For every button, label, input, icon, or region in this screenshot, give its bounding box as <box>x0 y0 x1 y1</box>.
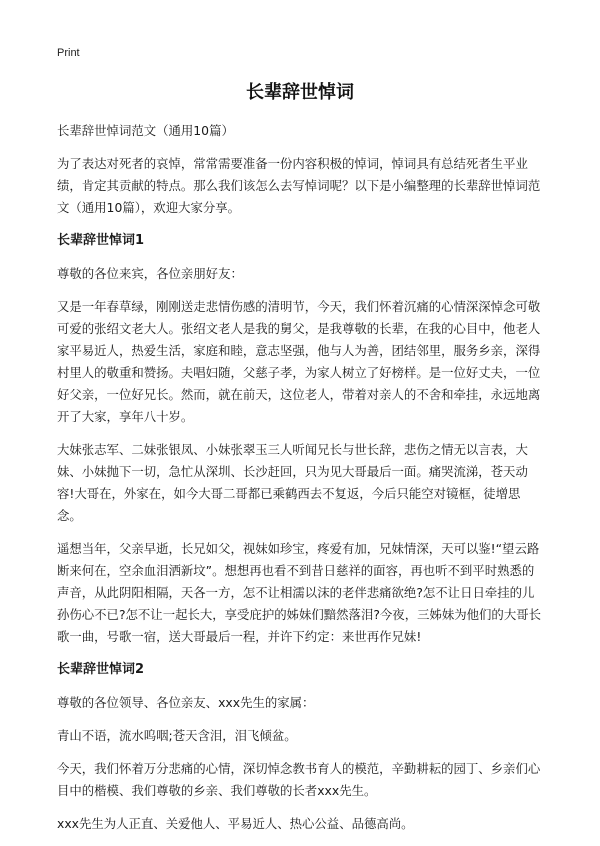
section-heading-1: 长辈辞世悼词1 <box>57 233 145 248</box>
section-1-paragraph-2: 大妹张志军、二妹张银凤、小妹张翠玉三人听闻兄长与世长辞，悲伤之情无以言表，大妹、小妹抛下一切，急忙从深圳、长沙赶回，只为见大哥最后一面。痛哭流涕，苍天动容!大哥在，外家在，如今大哥二哥都已乘鹤西去不复返，今后只能空对镜框，徒增思念。 <box>57 442 528 523</box>
section-2-paragraph-2: 今天，我们怀着万分悲痛的心情，深切悼念教书育人的模范，辛勤耕耘的园丁、乡亲们心目中的楷模、我们尊敬的乡亲、我们尊敬的长者xxx先生。 <box>57 761 541 798</box>
section-2-paragraph-1: 青山不语，流水呜咽;苍天含泪，泪飞倾盆。 <box>57 728 297 743</box>
intro-paragraph: 为了表达对死者的哀悼，常常需要准备一份内容积极的悼词，悼词具有总结死者生平业绩，肯定其贡献的特点。那么我们该怎么去写悼词呢？以下是小编整理的长辈辞世悼词范文（通用10篇），欢迎大家分享。 <box>57 156 541 215</box>
section-1-paragraph-3: 遥想当年，父亲早逝，长兄如父，视妹如珍宝，疼爱有加，兄妹情深，天可以鉴!“望云路断来何在，空余血泪洒新坟”。想想再也看不到昔日慈祥的面容，再也听不到平时熟悉的声音，从此阴阳相隔，天各一方，怎不让相濡以沫的老伴悲痛欲绝?怎不让日日牵挂的儿孙伤心不已?怎不让一起长大，享受庇护的姊妹们黯然落泪?今夜，三姊妹为他们的大哥长歌一曲，号歌一宿，送大哥最后一程，并许下约定：来世再作兄妹! <box>57 541 541 644</box>
section-1-greeting: 尊敬的各位来宾，各位亲朋好友： <box>57 266 243 281</box>
section-1-paragraph-1: 又是一年春草绿，刚刚送走悲情伤感的清明节，今天，我们怀着沉痛的心情深深悼念可敬可爱的张绍文老大人。张绍文老人是我的舅父，是我尊敬的长辈，在我的心目中，他老人家平易近人，热爱生活，家庭和睦，意志坚强，他与人为善，团结邻里，服务乡亲，深得村里人的敬重和赞扬。夫唱妇随，父慈子孝，为家人树立了好榜样。是一位好丈夫，一位好父亲，一位好兄长。然而，就在前天，这位老人，带着对亲人的不舍和牵挂，永远地离开了大家，享年八十岁。 <box>57 299 541 424</box>
section-heading-2: 长辈辞世悼词2 <box>57 662 145 677</box>
subtitle: 长辈辞世悼词范文（通用10篇） <box>57 123 234 138</box>
page-title: 长辈辞世悼词 <box>246 82 354 103</box>
print-link[interactable]: Print <box>57 47 80 59</box>
document-body <box>57 120 545 846</box>
section-2-greeting: 尊敬的各位领导、各位亲友、xxx先生的家属： <box>57 695 315 710</box>
section-2-paragraph-3: xxx先生为人正直、关爱他人、平易近人、热心公益、品德高尚。 <box>57 816 414 831</box>
